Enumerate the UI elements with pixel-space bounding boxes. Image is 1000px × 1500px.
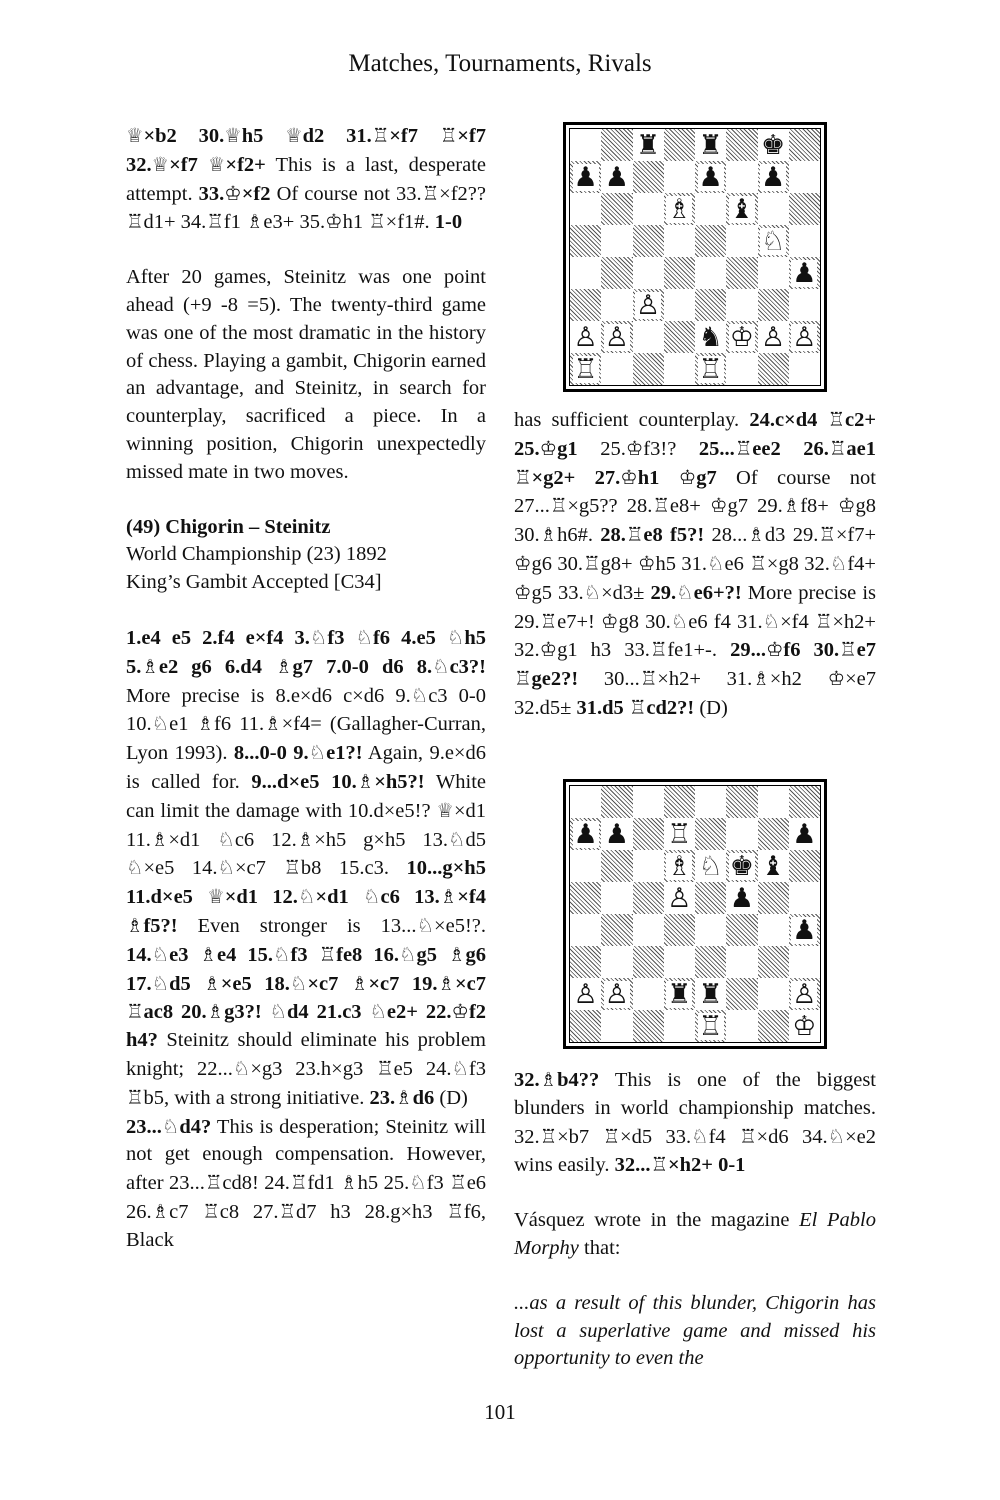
board-square <box>664 818 695 850</box>
paragraph: King’s Gambit Accepted [C34] <box>126 571 382 594</box>
board-square <box>726 353 757 385</box>
white-pawn-icon: ♙ <box>667 882 692 914</box>
board-square <box>601 1010 632 1042</box>
board-square <box>758 257 789 289</box>
board-square <box>601 946 632 978</box>
board-square <box>789 946 820 978</box>
black-pawn-icon: ♟ <box>698 161 723 193</box>
white-rook-icon: ♖ <box>698 353 723 385</box>
board-square <box>633 129 664 161</box>
white-king-icon: ♔ <box>729 321 754 353</box>
board-square <box>633 1010 664 1042</box>
board-square <box>664 193 695 225</box>
board-square <box>601 978 632 1010</box>
chess-diagram-2 <box>563 779 827 1049</box>
board-square <box>695 882 726 914</box>
board-square <box>570 257 601 289</box>
board-square <box>633 225 664 257</box>
board-square <box>633 161 664 193</box>
board-square <box>789 289 820 321</box>
board-square <box>789 882 820 914</box>
board-square <box>758 850 789 882</box>
black-pawn-icon: ♟ <box>604 161 629 193</box>
board-square <box>633 193 664 225</box>
white-bishop-icon: ♗ <box>667 850 692 882</box>
board-square <box>726 289 757 321</box>
board-square <box>570 786 601 818</box>
board-square <box>758 786 789 818</box>
board-square <box>601 129 632 161</box>
running-header: Matches, Tournaments, Rivals <box>348 50 652 77</box>
board-square <box>726 257 757 289</box>
paragraph: ♕×b2 30.♕h5 ♕d2 31.♖×f7 ♖×f7 32.♕×f7 ♕×f2+ This is a last, desperate attempt. 33.♔×f2 Of course not 33.♖×f2?? ♖d1+ 34.♖f1 ♗e3+ 35.♔h1 ♖×f1#. 1-0 <box>126 124 487 234</box>
board-square <box>633 289 664 321</box>
board-square <box>789 914 820 946</box>
board-square <box>664 129 695 161</box>
board-square <box>726 850 757 882</box>
board-square <box>695 850 726 882</box>
board-square <box>664 882 695 914</box>
right-column-bottom <box>514 1066 876 1373</box>
white-knight-icon: ♘ <box>761 225 786 257</box>
paragraph: (49) Chigorin – Steinitz <box>126 515 331 538</box>
black-rook-icon: ♜ <box>698 978 723 1010</box>
board-square <box>758 946 789 978</box>
board-square <box>758 225 789 257</box>
board-square <box>695 786 726 818</box>
black-knight-icon: ♞ <box>698 321 723 353</box>
board-square <box>570 353 601 385</box>
board-square <box>570 225 601 257</box>
black-bishop-icon: ♝ <box>761 850 786 882</box>
board-square <box>633 257 664 289</box>
board-square <box>726 978 757 1010</box>
board-square <box>726 786 757 818</box>
board-square <box>570 289 601 321</box>
board-square <box>664 786 695 818</box>
board-square <box>695 1010 726 1042</box>
board-square <box>789 257 820 289</box>
board-square <box>758 161 789 193</box>
board-square <box>664 1010 695 1042</box>
white-rook-icon: ♖ <box>667 818 692 850</box>
white-rook-icon: ♖ <box>573 353 598 385</box>
board-square <box>789 225 820 257</box>
board-square <box>789 353 820 385</box>
right-column-top <box>514 406 876 723</box>
white-pawn-icon: ♙ <box>604 321 629 353</box>
board-square <box>570 321 601 353</box>
board-square <box>601 321 632 353</box>
board-square <box>726 818 757 850</box>
board-square <box>664 850 695 882</box>
board-square <box>664 257 695 289</box>
board-square <box>570 850 601 882</box>
board-square <box>758 353 789 385</box>
white-pawn-icon: ♙ <box>604 978 629 1010</box>
board-square <box>726 225 757 257</box>
black-pawn-icon: ♟ <box>792 818 817 850</box>
board-square <box>664 225 695 257</box>
board-square <box>758 1010 789 1042</box>
board-square <box>789 321 820 353</box>
white-pawn-icon: ♙ <box>792 978 817 1010</box>
board-square <box>664 161 695 193</box>
black-pawn-icon: ♟ <box>761 161 786 193</box>
board-square <box>664 289 695 321</box>
paragraph: 1.e4 e5 2.f4 e×f4 3.♘f3 ♘f6 4.e5 ♘h5 5.♗e2 g6 6.d4 ♗g7 7.0-0 d6 8.♘c3?! More precise is 8.e×d6 c×d6 9.♘c3 0-0 10.♘e1 ♗f6 11.♗×f4= (Gallagher-Curran, Lyon 1993). 8...0-0 9.♘e1?! Again, 9.e×d6 is called for. 9...d×e5 10.♗×h5?! White can limit the damage with 10.d×e5!? ♕×d1 11.♗×d1 ♘c6 12.♗×h5 g×h5 13.♘d5 ♘×e5 14.♘×c7 ♖b8 15.c3. 10...g×h5 11.d×e5 ♕×d1 12.♘×d1 ♘c6 13.♗×f4 ♗f5?! Even stronger is 13...♘×e5!?. 14.♘e3 ♗e4 15.♘f3 ♖fe8 16.♘g5 ♗g6 17.♘d5 ♗×e5 18.♘×c7 ♗×c7 19.♗×c7 ♖ac8 20.♗g3?! ♘d4 21.c3 ♘e2+ 22.♔f2 h4? Steinitz should eliminate his problem knight; 22...♘×g3 23.h×g3 ♖e5 24.♘f3 ♖b5, with a strong initiative. 23.♗d6 (D) <box>126 625 487 1109</box>
board-square <box>758 978 789 1010</box>
board-square <box>758 818 789 850</box>
board-square <box>601 193 632 225</box>
board-square <box>633 786 664 818</box>
board-square <box>726 882 757 914</box>
paragraph: ...as a result of this blunder, Chigorin has lost a superlative game and missed his opportunity to even the <box>514 1291 876 1370</box>
board-square <box>758 289 789 321</box>
board-square <box>633 914 664 946</box>
board-square <box>758 193 789 225</box>
board-square <box>695 129 726 161</box>
board-square <box>601 882 632 914</box>
board-square <box>601 850 632 882</box>
paragraph: 23...♘d4? This is desperation; Steinitz will not get enough compensation. However, after 23...♖cd8! 24.♖fd1 ♗h5 25.♘f3 ♖e6 26.♗c7 ♖c8 27.♖d7 h3 28.g×h3 ♖f6, Black <box>126 1114 487 1251</box>
white-king-icon: ♔ <box>792 1010 817 1042</box>
board-square <box>695 289 726 321</box>
board-square <box>601 225 632 257</box>
board-square <box>570 882 601 914</box>
board-square <box>789 786 820 818</box>
board-square <box>570 946 601 978</box>
board-square <box>758 882 789 914</box>
board-square <box>633 850 664 882</box>
board-square <box>695 978 726 1010</box>
board-square <box>726 193 757 225</box>
board-square <box>695 193 726 225</box>
board-square <box>789 1010 820 1042</box>
black-pawn-icon: ♟ <box>792 914 817 946</box>
black-pawn-icon: ♟ <box>604 818 629 850</box>
board-square <box>726 946 757 978</box>
board-square <box>664 353 695 385</box>
board-square <box>789 129 820 161</box>
board-square <box>570 161 601 193</box>
black-pawn-icon: ♟ <box>573 818 598 850</box>
black-king-icon: ♚ <box>761 129 786 161</box>
paragraph: has sufficient counterplay. 24.c×d4 ♖c2+ 25.♔g1 25.♔f3!? 25...♖ee2 26.♖ae1 ♖×g2+ 27.♔h1 ♔g7 Of course not 27...♖×g5?? 28.♖e8+ ♔g7 29.♗f8+ ♔g8 30.♗h6#. 28.♖e8 f5?! 28...♗d3 29.♖×f7+ ♔g6 30.♖g8+ ♔h5 31.♘e6 ♖×g8 32.♘f4+ ♔g5 33.♘×d3± 29.♘e6+?! More precise is 29.♖e7+! ♔g8 30.♘e6 f4 31.♘×f4 ♖×h2+ 32.♔g1 h3 33.♖fe1+-. 29...♔f6 30.♖e7 ♖ge2?! 30...♖×h2+ 31.♗×h2 ♔×e7 32.d5± 31.d5 ♖cd2?! (D) <box>514 408 877 719</box>
paragraph: World Championship (23) 1892 <box>126 543 387 566</box>
board-square <box>633 946 664 978</box>
board-square <box>601 289 632 321</box>
board-square <box>601 257 632 289</box>
board-square <box>570 129 601 161</box>
board-square <box>695 321 726 353</box>
board-square <box>664 978 695 1010</box>
white-pawn-icon: ♙ <box>761 321 786 353</box>
black-rook-icon: ♜ <box>698 129 723 161</box>
board-square <box>633 321 664 353</box>
white-rook-icon: ♖ <box>698 1010 723 1042</box>
board-square <box>664 946 695 978</box>
black-pawn-icon: ♟ <box>573 161 598 193</box>
board-square <box>758 914 789 946</box>
board-square <box>789 978 820 1010</box>
white-bishop-icon: ♗ <box>667 193 692 225</box>
board-square <box>570 978 601 1010</box>
black-rook-icon: ♜ <box>636 129 661 161</box>
board-square <box>758 129 789 161</box>
board-square <box>601 914 632 946</box>
white-knight-icon: ♘ <box>698 850 723 882</box>
board-square <box>695 914 726 946</box>
page-number: 101 <box>484 1400 516 1424</box>
board-square <box>695 257 726 289</box>
white-pawn-icon: ♙ <box>636 289 661 321</box>
board-square <box>726 161 757 193</box>
white-pawn-icon: ♙ <box>573 978 598 1010</box>
left-column <box>126 122 486 1254</box>
board-square <box>758 321 789 353</box>
board-square <box>695 353 726 385</box>
board-square <box>570 1010 601 1042</box>
board-square <box>570 818 601 850</box>
black-king-icon: ♚ <box>729 850 754 882</box>
board-square <box>633 818 664 850</box>
board-square <box>789 818 820 850</box>
board-square <box>570 914 601 946</box>
board-square <box>601 818 632 850</box>
paragraph: Vásquez wrote in the magazine El Pablo Morphy that: <box>514 1209 876 1259</box>
white-pawn-icon: ♙ <box>573 321 598 353</box>
board-square <box>695 225 726 257</box>
paragraph: After 20 games, Steinitz was one point ahead (+9 -8 =5). The twenty-third game was one of the most dramatic in the history of chess. Playing a gambit, Chigorin earned an advantage, and Steinitz, in search for counterplay, sacrificed a piece. In a winning position, Chigorin unexpectedly missed mate in two moves. <box>126 266 486 483</box>
board-square <box>633 978 664 1010</box>
board-square <box>789 193 820 225</box>
board-square <box>664 321 695 353</box>
board-square <box>695 818 726 850</box>
white-pawn-icon: ♙ <box>792 321 817 353</box>
board-square <box>695 161 726 193</box>
board-square <box>789 161 820 193</box>
board-square <box>664 914 695 946</box>
board-square <box>695 946 726 978</box>
board-square <box>726 914 757 946</box>
black-pawn-icon: ♟ <box>792 257 817 289</box>
board-square <box>633 353 664 385</box>
board-square <box>601 786 632 818</box>
board-square <box>726 1010 757 1042</box>
board-square <box>726 321 757 353</box>
chess-diagram-1 <box>563 122 827 392</box>
board-square <box>633 882 664 914</box>
black-bishop-icon: ♝ <box>729 193 754 225</box>
board-square <box>726 129 757 161</box>
board-square <box>789 850 820 882</box>
board-square <box>570 193 601 225</box>
black-pawn-icon: ♟ <box>729 882 754 914</box>
black-rook-icon: ♜ <box>667 978 692 1010</box>
board-square <box>601 353 632 385</box>
paragraph: 32.♗b4?? This is one of the biggest blunders in world championship matches. 32.♖×b7 ♖×d5 33.♘f4 ♖×d6 34.♘×e2 wins easily. 32...♖×h2+ 0-1 <box>514 1068 877 1177</box>
board-square <box>601 161 632 193</box>
